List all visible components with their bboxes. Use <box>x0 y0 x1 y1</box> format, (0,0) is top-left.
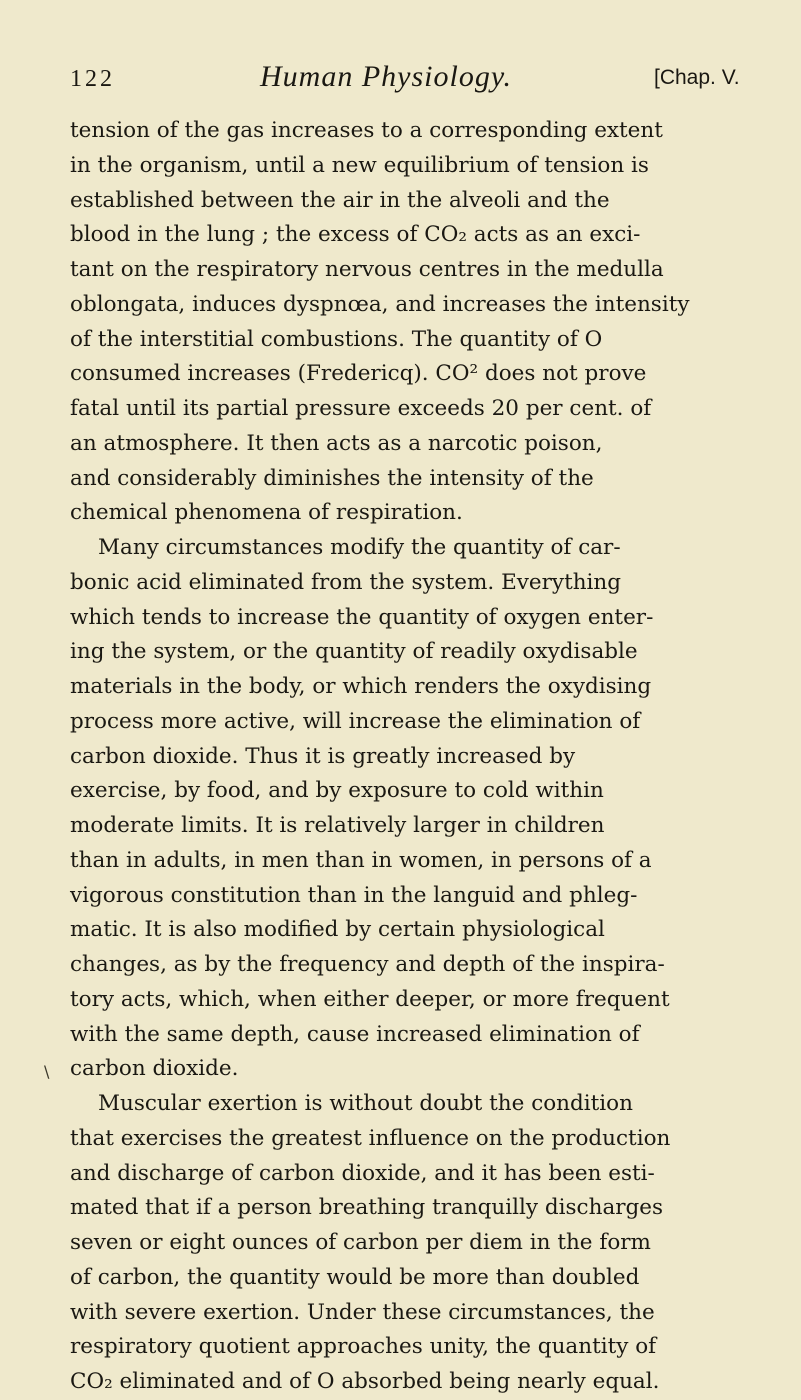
text-line: seven or eight ounces of carbon per diem in the form <box>70 1230 651 1255</box>
text-line: carbon dioxide. <box>70 1056 239 1082</box>
text-line: and considerably diminishes the intensity of the <box>70 465 594 491</box>
text-line: that exercises the greatest influence on the production <box>70 1125 671 1151</box>
text-line: in the organism, until a new equilibrium of tension is <box>70 152 649 178</box>
running-head <box>0 60 801 96</box>
text-line: process more active, will increase the elimination of <box>70 708 641 734</box>
text-line: fatal until its partial pressure exceeds 20 per cent. of <box>70 396 652 421</box>
text-line: exercise, by food, and by exposure to cold within <box>70 778 604 804</box>
text-line: established between the air in the alveoli and the <box>70 187 610 213</box>
text-line: oblongata, induces dyspnœa, and increases the intensity <box>70 291 690 317</box>
text-line: respiratory quotient approaches unity, the quantity of <box>70 1334 657 1360</box>
text-line: vigorous constitution than in the languid and phleg- <box>70 882 638 908</box>
text-line: carbon dioxide. Thus it is greatly increased by <box>70 743 576 769</box>
text-line: consumed increases (Fredericq). CO² does not prove <box>70 361 647 387</box>
text-line: of carbon, the quantity would be more than doubled <box>70 1264 640 1290</box>
text-line: which tends to increase the quantity of oxygen enter- <box>70 604 654 630</box>
chapter-reference: [Chap. V. <box>654 66 740 89</box>
text-line: tory acts, which, when either deeper, or more frequent <box>70 986 670 1012</box>
text-line: changes, as by the frequency and depth of the inspira- <box>70 952 665 977</box>
text-line: Many circumstances modify the quantity of car- <box>98 535 621 560</box>
running-title: Human Physiology. <box>260 60 512 93</box>
margin-mark: \ <box>44 1062 50 1081</box>
text-line: materials in the body, or which renders the oxydising <box>70 674 652 699</box>
text-line: bonic acid eliminated from the system. Everything <box>70 569 622 595</box>
text-line: of the interstitial combustions. The quantity of O <box>70 326 603 352</box>
text-line: matic. It is also modified by certain physiological <box>70 917 605 943</box>
text-line: than in adults, in men than in women, in persons of a <box>70 847 652 873</box>
text-line: and discharge of carbon dioxide, and it has been esti- <box>70 1160 655 1186</box>
page-number: 122 <box>70 66 115 92</box>
text-line: moderate limits. It is relatively larger in children <box>70 813 605 838</box>
text-line: Muscular exertion is without doubt the condition <box>98 1091 633 1116</box>
text-line: with severe exertion. Under these circumstances, the <box>70 1299 655 1325</box>
text-line: blood in the lung ; the excess of CO₂ acts as an exci- <box>70 222 641 248</box>
text-line: chemical phenomena of respiration. <box>70 500 463 526</box>
text-line: an atmosphere. It then acts as a narcotic poison, <box>70 430 603 456</box>
text-line: CO₂ eliminated and of O absorbed being nearly equal. <box>70 1369 660 1394</box>
text-line: ing the system, or the quantity of readily oxydisable <box>70 639 638 665</box>
text-line: tension of the gas increases to a corresponding extent <box>70 118 663 143</box>
body-text <box>70 114 740 1400</box>
text-line: mated that if a person breathing tranquilly discharges <box>70 1195 664 1221</box>
text-line: with the same depth, cause increased elimination of <box>70 1021 640 1047</box>
text-line: tant on the respiratory nervous centres in the medulla <box>70 257 664 282</box>
